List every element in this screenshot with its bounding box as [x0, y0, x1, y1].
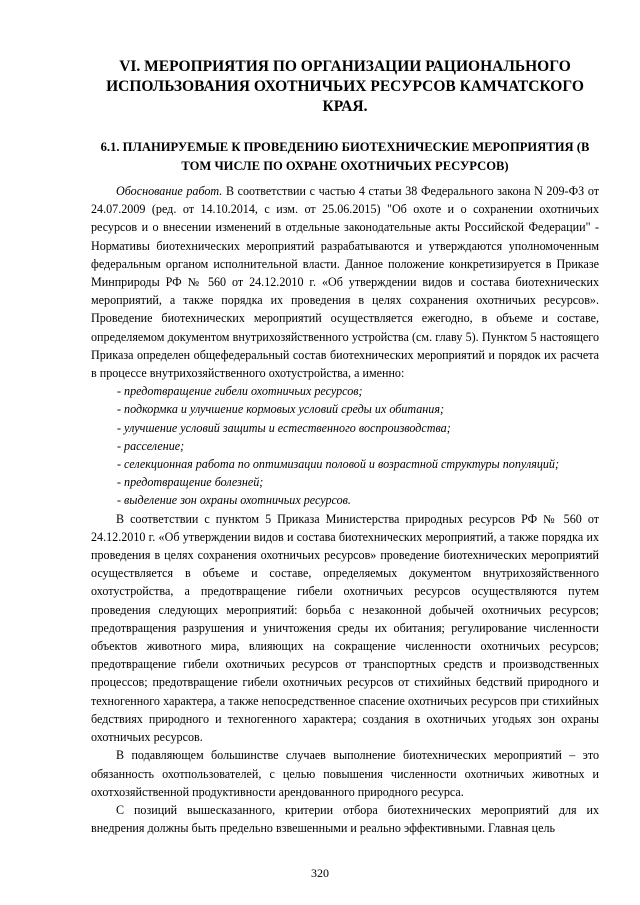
- list-item: - предотвращение болезней;: [117, 475, 264, 490]
- list-item: - улучшение условий защиты и естественного воспроизводства;: [117, 420, 451, 435]
- document-body: [91, 182, 599, 837]
- paragraph-lead: Обоснование работ.: [116, 184, 223, 198]
- list-item: - выделение зон охраны охотничьих ресурсов.: [117, 493, 351, 508]
- list-item: - подкормка и улучшение кормовых условий среды их обитания;: [117, 402, 444, 417]
- section-title: VI. МЕРОПРИЯТИЯ ПО ОРГАНИЗАЦИИ РАЦИОНАЛЬНОГО ИСПОЛЬЗОВАНИЯ ОХОТНИЧЬИХ РЕСУРСОВ КАМЧАТСКОГО КРАЯ.: [106, 58, 584, 115]
- paragraph-text: В соответствии с частью 4 статьи 38 Федерального закона N 209-ФЗ от 24.07.2009 (ред. от 14.10.2014, с изм. от 25.06.2015) "Об охоте и о сохранении охотничьих ресурсов и о внесении изменений в отдельные законодательные акты Российской Федерации" - Нормативы биотехнических мероприятий разрабатываются и утверждаются уполномоченным федеральным органом исполнительной власти. Данное положение конкретизируется в Приказе Минприроды РФ № 560 от 24.12.2010 г. «Об утверждении видов и состава биотехнических мероприятий, а также порядка их проведения в целях сохранения охотничьих ресурсов». Проведение биотехнических мероприятий осуществляется ежегодно, в объеме и составе, определяемом документом внутрихозяйственного устройства (см. главу 5). Пунктом 5 настоящего Приказа определен общефедеральный состав биотехнических мероприятий и порядок их расчета в процессе внутрихозяйственного охотустройства, а именно:: [91, 184, 599, 381]
- paragraph-order-560: В соответствии с пунктом 5 Приказа Министерства природных ресурсов РФ № 560 от 24.12.2010 г. «Об утверждении видов и состава биотехнических мероприятий, а также порядка их проведения в целях сохранения охотничьих ресурсов» проведение биотехнических мероприятий осуществляется в объеме и составе, определяемых документом внутрихозяйственного охотустройства, а предотвращение гибели охотничьих ресурсов осуществляются путем проведения следующих мероприятий: борьба с незаконной добычей охотничьих ресурсов; предотвращения разрушения и уничтожения среды их обитания; регулирование численности объектов животного мира, влияющих на сокращение численности охотничьих ресурсов; предотвращение гибели охотничьих ресурсов от транспортных средств и производственных процессов; предотвращение гибели охотничьих ресурсов от стихийных бедствий природного и техногенного характера, а также непосредственное спасение охотничьих ресурсов при стихийных бедствиях природного и техногенного характера; создания в охотничьих угодьях зон охраны охотничьих ресурсов.: [91, 511, 599, 745]
- page-number: 320: [311, 866, 329, 880]
- paragraph-criteria: С позиций вышесказанного, критерии отбора биотехнических мероприятий для их внедрения должны быть предельно взвешенными и реально эффективными. Главная цель: [91, 802, 599, 836]
- list-item: - селекционная работа по оптимизации половой и возрастной структуры популяций;: [117, 457, 560, 472]
- list-item: - расселение;: [117, 438, 185, 453]
- paragraph-justification: [91, 182, 599, 382]
- measures-list: [91, 382, 599, 509]
- paragraph-obligations: В подавляющем большинстве случаев выполнение биотехнических мероприятий – это обязанность охотпользователей, с целью повышения численности охотничьих животных и охотхозяйственной продуктивности арендованного природного ресурса.: [91, 748, 599, 799]
- list-item: - предотвращение гибели охотничьих ресурсов;: [117, 384, 363, 399]
- subsection-title: 6.1. ПЛАНИРУЕМЫЕ К ПРОВЕДЕНИЮ БИОТЕХНИЧЕСКИЕ МЕРОПРИЯТИЯ (В ТОМ ЧИСЛЕ ПО ОХРАНЕ ОХОТНИЧЬИХ РЕСУРСОВ): [100, 140, 590, 173]
